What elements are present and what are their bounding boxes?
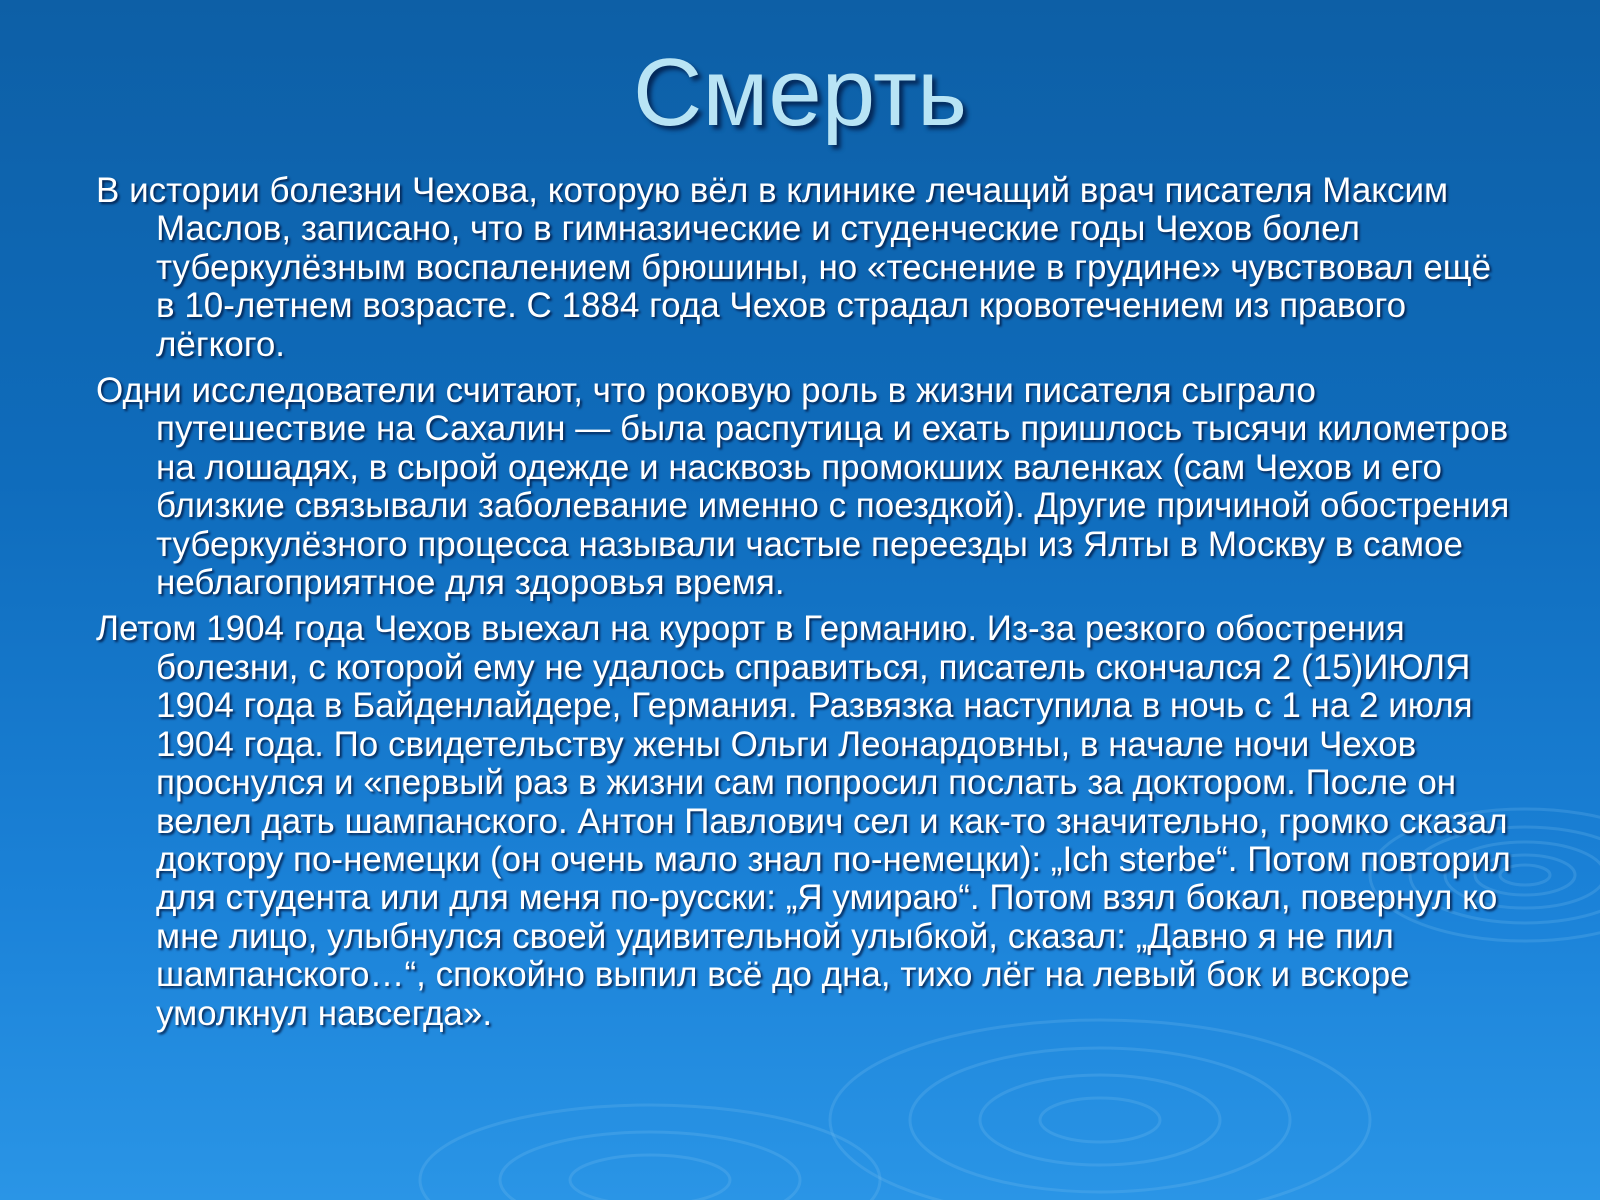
paragraph-sakhalin-journey: Одни исследователи считают, что роковую роль в жизни писателя сыграло путешествие на Сахалин — была распутица и ехать пришлось тысячи километров на лошадях, в сырой одежде и насквозь промокших валенках (сам Чехов и его близкие связывали заболевание именно с поездкой). Другие причиной обострения туберкулёзного процесса называли частые переезды из Ялты в Москву в самое неблагоприятное для здоровья время. bbox=[96, 371, 1510, 603]
paragraph-death-in-germany: Летом 1904 года Чехов выехал на курорт в Германию. Из-за резкого обострения болезни, с которой ему не удалось справиться, писатель скончался 2 (15)ИЮЛЯ 1904 года в Байденлайдере, Германия. Развязка наступила в ночь с 1 на 2 июля 1904 года. По свидетельству жены Ольги Леонардовны, в начале ночи Чехов проснулся и «первый раз в жизни сам попросил послать за доктором. После он велел дать шампанского. Антон Павлович сел и как-то значительно, громко сказал доктору по-немецки (он очень мало знал по-немецки): „Ich sterbe“. Потом повторил для студента или для меня по-русски: „Я умираю“. Потом взял бокал, повернул ко мне лицо, улыбнулся своей удивительной улыбкой, сказал: „Давно я не пил шампанского…“, спокойно выпил всё до дна, тихо лёг на левый бок и вскоре умолкнул навсегда». bbox=[96, 609, 1511, 1033]
slide-title: Смерть bbox=[633, 39, 967, 146]
slide-body bbox=[96, 172, 1516, 1041]
paragraph-illness-history: В истории болезни Чехова, которую вёл в клинике лечащий врач писателя Максим Маслов, записано, что в гимназические и студенческие годы Чехов болел туберкулёзным воспалением брюшины, но «теснение в грудине» чувствовал ещё в 10-летнем возрасте. С 1884 года Чехов страдал кровотечением из правого лёгкого. bbox=[96, 171, 1492, 364]
